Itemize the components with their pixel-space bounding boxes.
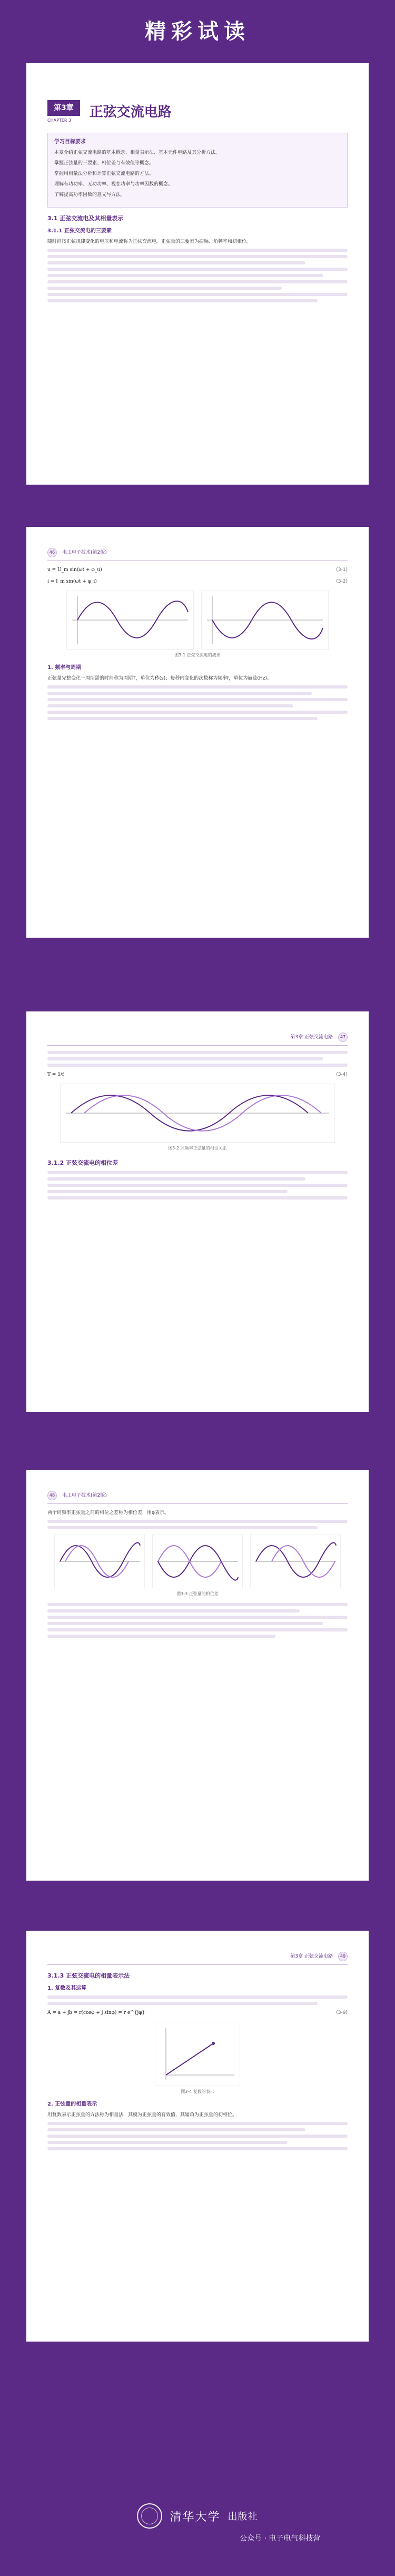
running-header	[47, 1033, 348, 1046]
subsection-heading: 3.1.1 正弦交流电的三要素	[47, 228, 112, 234]
objective-item: 掌握用相量法分析和计算正弦交流电路的方法。	[54, 171, 154, 176]
book-title: 电工电子技术(第2版)	[62, 1493, 107, 1498]
figure-caption: 图3-2 同频率正弦量的相位关系	[168, 1146, 227, 1151]
figure-caption: 图3-1 正弦交流电的波形	[174, 653, 221, 657]
complex-plane-diagram	[155, 2022, 240, 2086]
wave-figures	[54, 1535, 341, 1588]
book-page-4	[26, 1470, 369, 1881]
publisher-name: 清华大学	[170, 2510, 221, 2524]
book-page-1	[26, 63, 369, 485]
objectives-box	[47, 133, 348, 208]
subsection-heading: 1. 频率与周期	[47, 665, 82, 671]
page-title: 精彩试读	[145, 19, 250, 44]
page-number: 48	[47, 1491, 57, 1500]
page-number: 49	[338, 1952, 348, 1961]
book-page-3	[26, 1011, 369, 1412]
sine-wave-diagram	[66, 591, 194, 650]
body-paragraph: 正弦量完整变化一周所需的时间称为周期T，单位为秒(s)；每秒内变化的次数称为频率f，单位为赫兹(Hz)。	[47, 676, 272, 681]
equation	[47, 2009, 348, 2017]
figure-caption: 图3-3 正弦量的相位差	[176, 1591, 219, 1596]
objective-item: 了解提高功率因数的意义与方法。	[54, 192, 126, 198]
equation-text: A = a + jb = r(cosφ + j sinφ) = r e^{jφ}	[47, 2010, 145, 2015]
book-page-2	[26, 527, 369, 938]
figure	[47, 1084, 348, 1152]
page-number: 47	[338, 1033, 348, 1042]
sine-wave-diagram	[152, 1535, 243, 1588]
equation	[47, 578, 348, 585]
figure	[47, 2022, 348, 2096]
section-heading: 3.1.3 正弦交流电的相量表示法	[47, 1972, 130, 1979]
body-paragraph: 随时间按正弦规律变化的电压和电流称为正弦交流电。正弦量的三要素为振幅、角频率和初相位。	[47, 239, 252, 244]
equation	[47, 566, 348, 574]
objective-item: 本章介绍正弦交流电路的基本概念、相量表示法、基本元件电路及其分析方法。	[54, 150, 221, 155]
equation-text: i = I_m sin(ωt + φ_i)	[47, 579, 97, 584]
sine-wave-diagram	[201, 591, 329, 650]
publisher-seal-icon	[137, 2503, 162, 2529]
running-header	[47, 548, 348, 561]
section-heading: 3.1 正弦交流电及其相量表示	[47, 215, 124, 222]
chapter-sub: CHAPTER 3	[47, 118, 72, 123]
equation-tag: (3-4)	[336, 1072, 348, 1077]
equation-tag: (3-9)	[336, 2010, 348, 2015]
subsection-heading: 1. 复数及其运算	[47, 1985, 87, 1991]
book-title: 电工电子技术(第2版)	[62, 550, 107, 555]
objective-item: 理解有功功率、无功功率、视在功率与功率因数的概念。	[54, 182, 173, 187]
body-paragraph: 两个同频率正弦量之间的相位之差称为相位差，用φ表示。	[47, 1510, 169, 1516]
equation-tag: (3-2)	[336, 579, 348, 584]
objective-item: 掌握正弦量的三要素、相位差与有效值等概念。	[54, 161, 154, 166]
book-page-5	[26, 1931, 369, 2342]
watermark: 公众号 · 电子电气科技营	[240, 2534, 321, 2543]
body-paragraph: 用复数表示正弦量的方法称为相量法，其模为正弦量的有效值，其辐角为正弦量的初相位。	[47, 2112, 238, 2118]
equation	[47, 1071, 348, 1078]
chapter-running-title: 第3章 正弦交流电路	[290, 1035, 333, 1040]
running-header	[47, 1491, 348, 1504]
chapter-running-title: 第3章 正弦交流电路	[290, 1954, 333, 1959]
chapter-title: 正弦交流电路	[89, 104, 172, 120]
figure-caption: 图3-4 复数的表示	[181, 2089, 214, 2094]
sine-wave-diagram	[54, 1535, 145, 1588]
running-header	[47, 1952, 348, 1965]
equation-text: T = 1/f	[47, 1072, 64, 1077]
equation-text: u = U_m sin(ωt + φ_u)	[47, 567, 102, 573]
wave-figures	[66, 591, 329, 650]
objectives-title: 学习目标要求	[54, 139, 86, 145]
chapter-header	[47, 100, 348, 124]
figure	[47, 591, 348, 659]
publisher-footer	[0, 2503, 395, 2529]
sine-wave-diagram	[250, 1535, 341, 1588]
phase-diagram	[60, 1084, 335, 1143]
chapter-label: 第3章	[47, 100, 80, 116]
section-heading: 3.1.2 正弦交流电的相位差	[47, 1159, 118, 1166]
page-number: 46	[47, 548, 57, 557]
figure	[47, 1535, 348, 1598]
equation-tag: (3-1)	[336, 567, 348, 573]
publisher-tail: 出版社	[228, 2511, 258, 2522]
subsection-heading: 2. 正弦量的相量表示	[47, 2101, 97, 2107]
